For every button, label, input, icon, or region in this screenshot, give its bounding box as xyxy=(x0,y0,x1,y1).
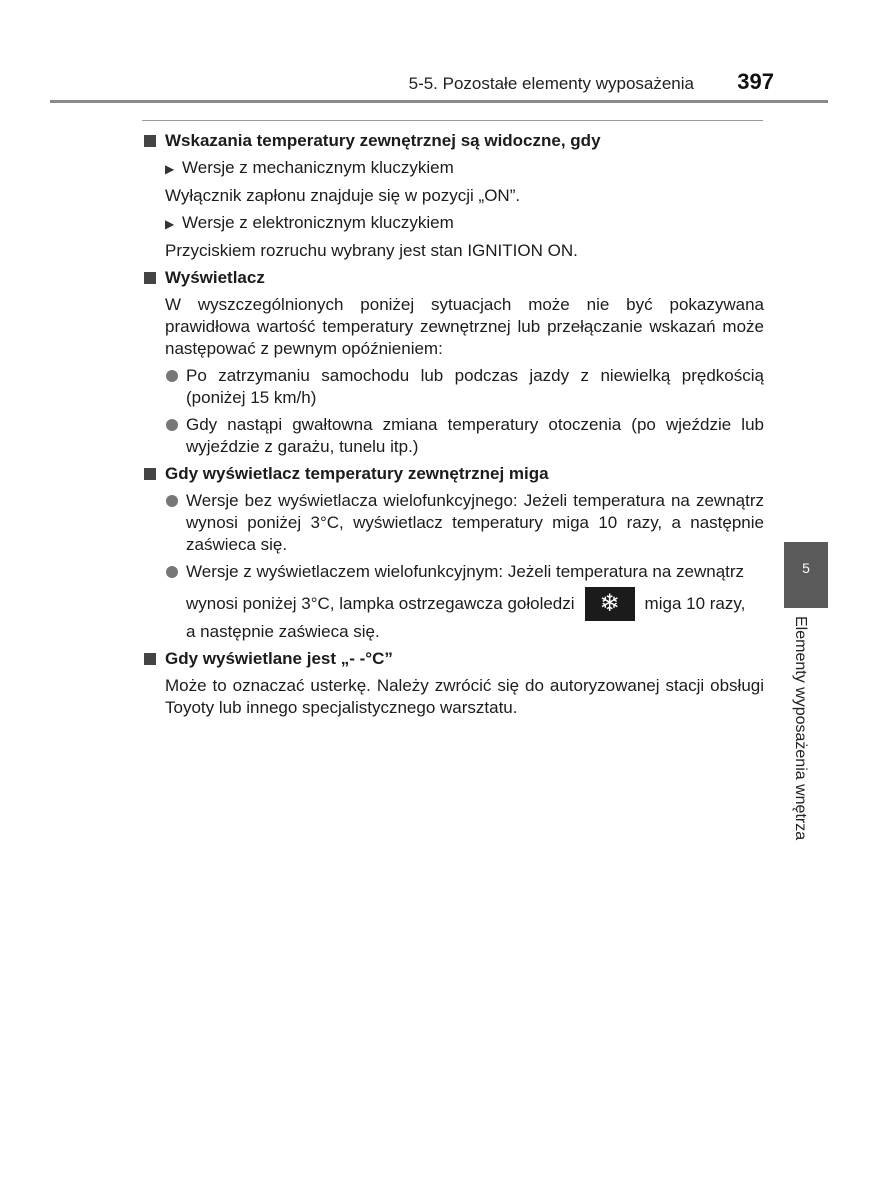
circle-bullet-icon xyxy=(166,495,178,507)
header-rule xyxy=(50,100,828,103)
circle-bullet-icon xyxy=(166,370,178,382)
paragraph: Może to oznaczać usterkę. Należy zwrócić się do autoryzowanej stacji obsługi Toyoty lub innego specjalistycznego warsztatu. xyxy=(165,676,764,717)
list-item-text: Wersje bez wyświetlacza wielofunkcyjnego: Jeżeli temperatura na zewnątrz wynosi poniżej 3°C, wyświetlacz temperatury miga 10 razy, a następnie zaświeca się. xyxy=(186,491,764,554)
list-item-text xyxy=(186,561,764,643)
chapter-side-title xyxy=(783,616,813,876)
variant-row xyxy=(143,212,764,235)
list-item-line: Wersje z wyświetlaczem wielofunkcyjnym: Jeżeli temperatura na zewnątrz xyxy=(186,562,745,581)
heading-text: Gdy wyświetlane jest „- -°C” xyxy=(165,649,393,668)
square-bullet-icon xyxy=(144,272,156,284)
list-item-line-with-icon xyxy=(186,587,764,621)
circle-bullet-icon xyxy=(166,566,178,578)
variant-text: Wersje z elektronicznym kluczykiem xyxy=(182,213,454,232)
page-content xyxy=(143,130,764,724)
heading-text: Wskazania temperatury zewnętrznej są widoczne, gdy xyxy=(165,131,601,150)
variant-row xyxy=(143,157,764,180)
snowflake-icon: ❄ xyxy=(585,587,635,621)
triangle-right-icon: ▶ xyxy=(165,162,175,176)
list-item xyxy=(143,490,764,556)
list-item-line: a następnie zaświeca się. xyxy=(186,622,380,641)
page-header xyxy=(0,0,880,110)
heading-text: Gdy wyświetlacz temperatury zewnętrznej miga xyxy=(165,464,549,483)
heading-text: Wyświetlacz xyxy=(165,268,265,287)
list-item-text: Po zatrzymaniu samochodu lub podczas jazdy z niewielką prędkością (poniżej 15 km/h) xyxy=(186,366,764,407)
page-number: 397 xyxy=(737,69,774,94)
list-item xyxy=(143,414,764,458)
paragraph: Wyłącznik zapłonu znajduje się w pozycji „ON”. xyxy=(165,186,521,205)
section-heading xyxy=(143,130,764,152)
paragraph: Przyciskiem rozruchu wybrany jest stan IGNITION ON. xyxy=(165,241,578,260)
list-item-line: miga 10 razy, xyxy=(644,594,746,613)
square-bullet-icon xyxy=(144,653,156,665)
paragraph: W wyszczególnionych poniżej sytuacjach może nie być pokazywana prawidłowa wartość temperatury zewnętrznej lub przełączanie wskazań może następować z pewnym opóźnieniem: xyxy=(165,295,764,358)
list-item xyxy=(143,365,764,409)
chapter-tab xyxy=(784,542,828,608)
list-item-line: wynosi poniżej 3°C, lampka ostrzegawcza gołoledzi xyxy=(186,594,575,613)
list-item xyxy=(143,561,764,643)
square-bullet-icon xyxy=(144,468,156,480)
variant-text: Wersje z mechanicznym kluczykiem xyxy=(182,158,454,177)
triangle-right-icon: ▶ xyxy=(165,217,175,231)
square-bullet-icon xyxy=(144,135,156,147)
section-heading xyxy=(143,267,764,289)
content-top-rule xyxy=(142,120,763,121)
list-item-text: Gdy nastąpi gwałtowna zmiana temperatury otoczenia (po wjeździe lub wyjeździe z garażu, tunelu itp.) xyxy=(186,415,764,456)
section-heading xyxy=(143,648,764,670)
section-title: 5-5. Pozostałe elementy wyposażenia xyxy=(408,74,694,93)
circle-bullet-icon xyxy=(166,419,178,431)
chapter-number: 5 xyxy=(802,560,810,576)
chapter-title: Elementy wyposażenia wnętrza xyxy=(792,616,809,841)
section-heading xyxy=(143,463,764,485)
